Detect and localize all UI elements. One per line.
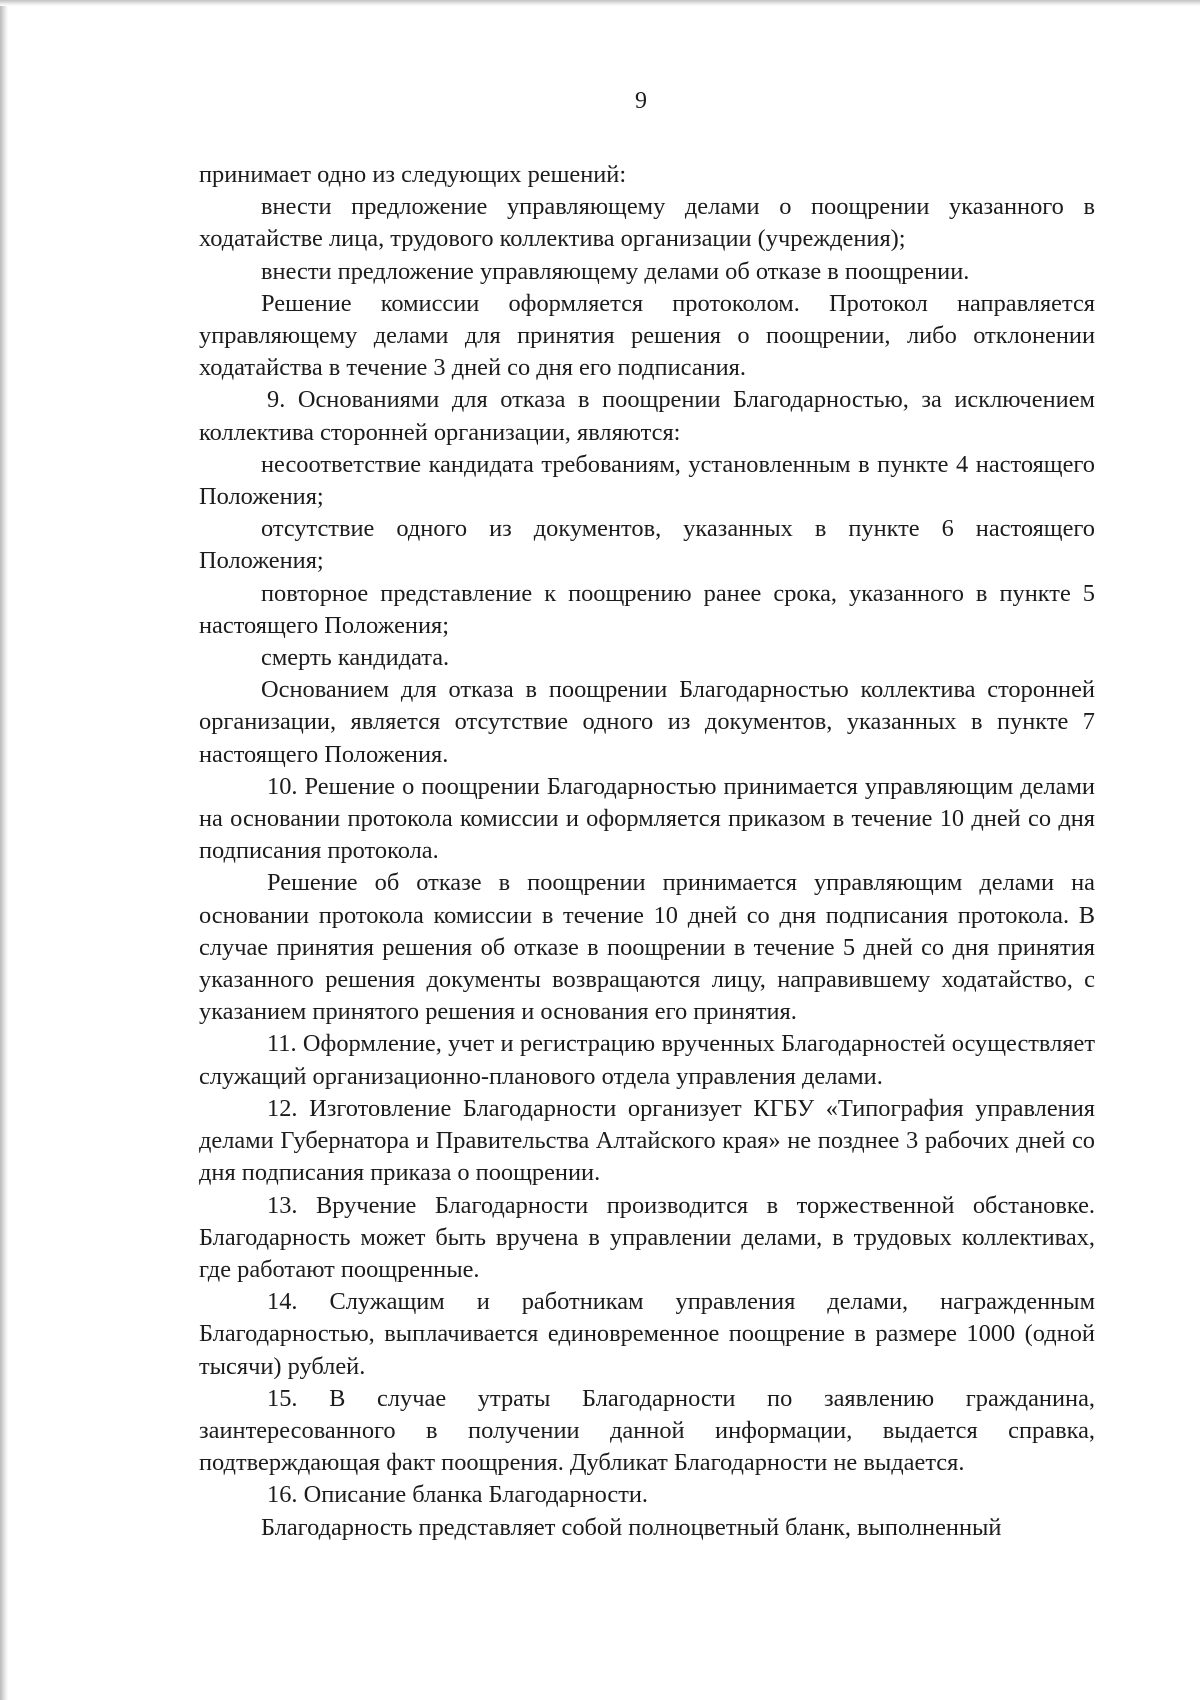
paragraph-clause-11: 11. Оформление, учет и регистрацию врученных Благодарностей осуществляет служащий организационно-планового отдела управления делами. [199,1030,1095,1090]
paragraph-clause-15: 15. В случае утраты Благодарности по заявлению гражданина, заинтересованного в получении данной информации, выдается справка, подтверждающая факт поощрения. Дубликат Благодарности не выдается. [199,1384,1095,1477]
paragraph-option-propose-award: внести предложение управляющему делами о поощрении указанного в ходатайстве лица, трудового коллектива организации (учреждения); [199,193,1095,253]
paragraph-refusal-collective: Основанием для отказа в поощрении Благодарностью коллектива сторонней организации, является отсутствие одного из документов, указанных в пункте 7 настоящего Положения. [199,676,1095,768]
paragraph-decision-intro: принимает одно из следующих решений: [199,161,627,188]
paragraph-refusal-reason-4: смерть кандидата. [261,644,450,672]
paragraph-option-propose-refusal: внести предложение управляющему делами об отказе в поощрении. [261,257,970,285]
paragraph-refusal-reason-3: повторное представление к поощрению ранее срока, указанного в пункте 5 настоящего Положения; [199,579,1095,639]
page-number: 9 [635,88,647,114]
paragraph-commission-protocol: Решение комиссии оформляется протоколом. Протокол направляется управляющему делами для принятия решения о поощрении, либо отклонении ходатайства в течение 3 дней со дня его подписания. [199,289,1095,382]
scan-shadow-left [0,0,8,1700]
paragraph-clause-10: 10. Решение о поощрении Благодарностью принимается управляющим делами на основании протокола комиссии и оформляется приказом в течение 10 дней со дня подписания протокола. [199,772,1095,865]
paragraph-clause-16: 16. Описание бланка Благодарности. [267,1481,649,1509]
paragraph-clause-12: 12. Изготовление Благодарности организует КГБУ «Типография управления делами Губернатора и Правительства Алтайского края» не позднее 3 рабочих дней со дня подписания приказа о поощрении. [199,1094,1095,1187]
paragraph-refusal-decision: Решение об отказе в поощрении принимается управляющим делами на основании протокола комиссии в течение 10 дней со дня подписания протокола. В случае принятия решения об отказе в поощрении в течение 5 дней со дня принятия указанного решения документы возвращаются лицу, направившему ходатайство, с указанием принятого решения и основания его принятия. [199,869,1095,1026]
paragraph-refusal-reason-2: отсутствие одного из документов, указанных в пункте 6 настоящего Положения; [199,515,1095,575]
paragraph-clause-13: 13. Вручение Благодарности производится в торжественной обстановке. Благодарность может быть вручена в управлении делами, в трудовых коллективах, где работают поощренные. [199,1191,1095,1283]
paragraph-clause-14: 14. Служащим и работникам управления делами, награжденным Благодарностью, выплачивается единовременное поощрение в размере 1000 (одной тысячи) рублей. [199,1288,1095,1380]
scan-shadow-top [0,0,1200,6]
paragraph-blank-description: Благодарность представляет собой полноцветный бланк, выполненный [261,1513,1002,1541]
paragraph-clause-9: 9. Основаниями для отказа в поощрении Благодарностью, за исключением коллектива сторонней организации, являются: [199,386,1095,446]
document-body [199,159,1095,1544]
paragraph-refusal-reason-1: несоответствие кандидата требованиям, установленным в пункте 4 настоящего Положения; [199,450,1095,511]
